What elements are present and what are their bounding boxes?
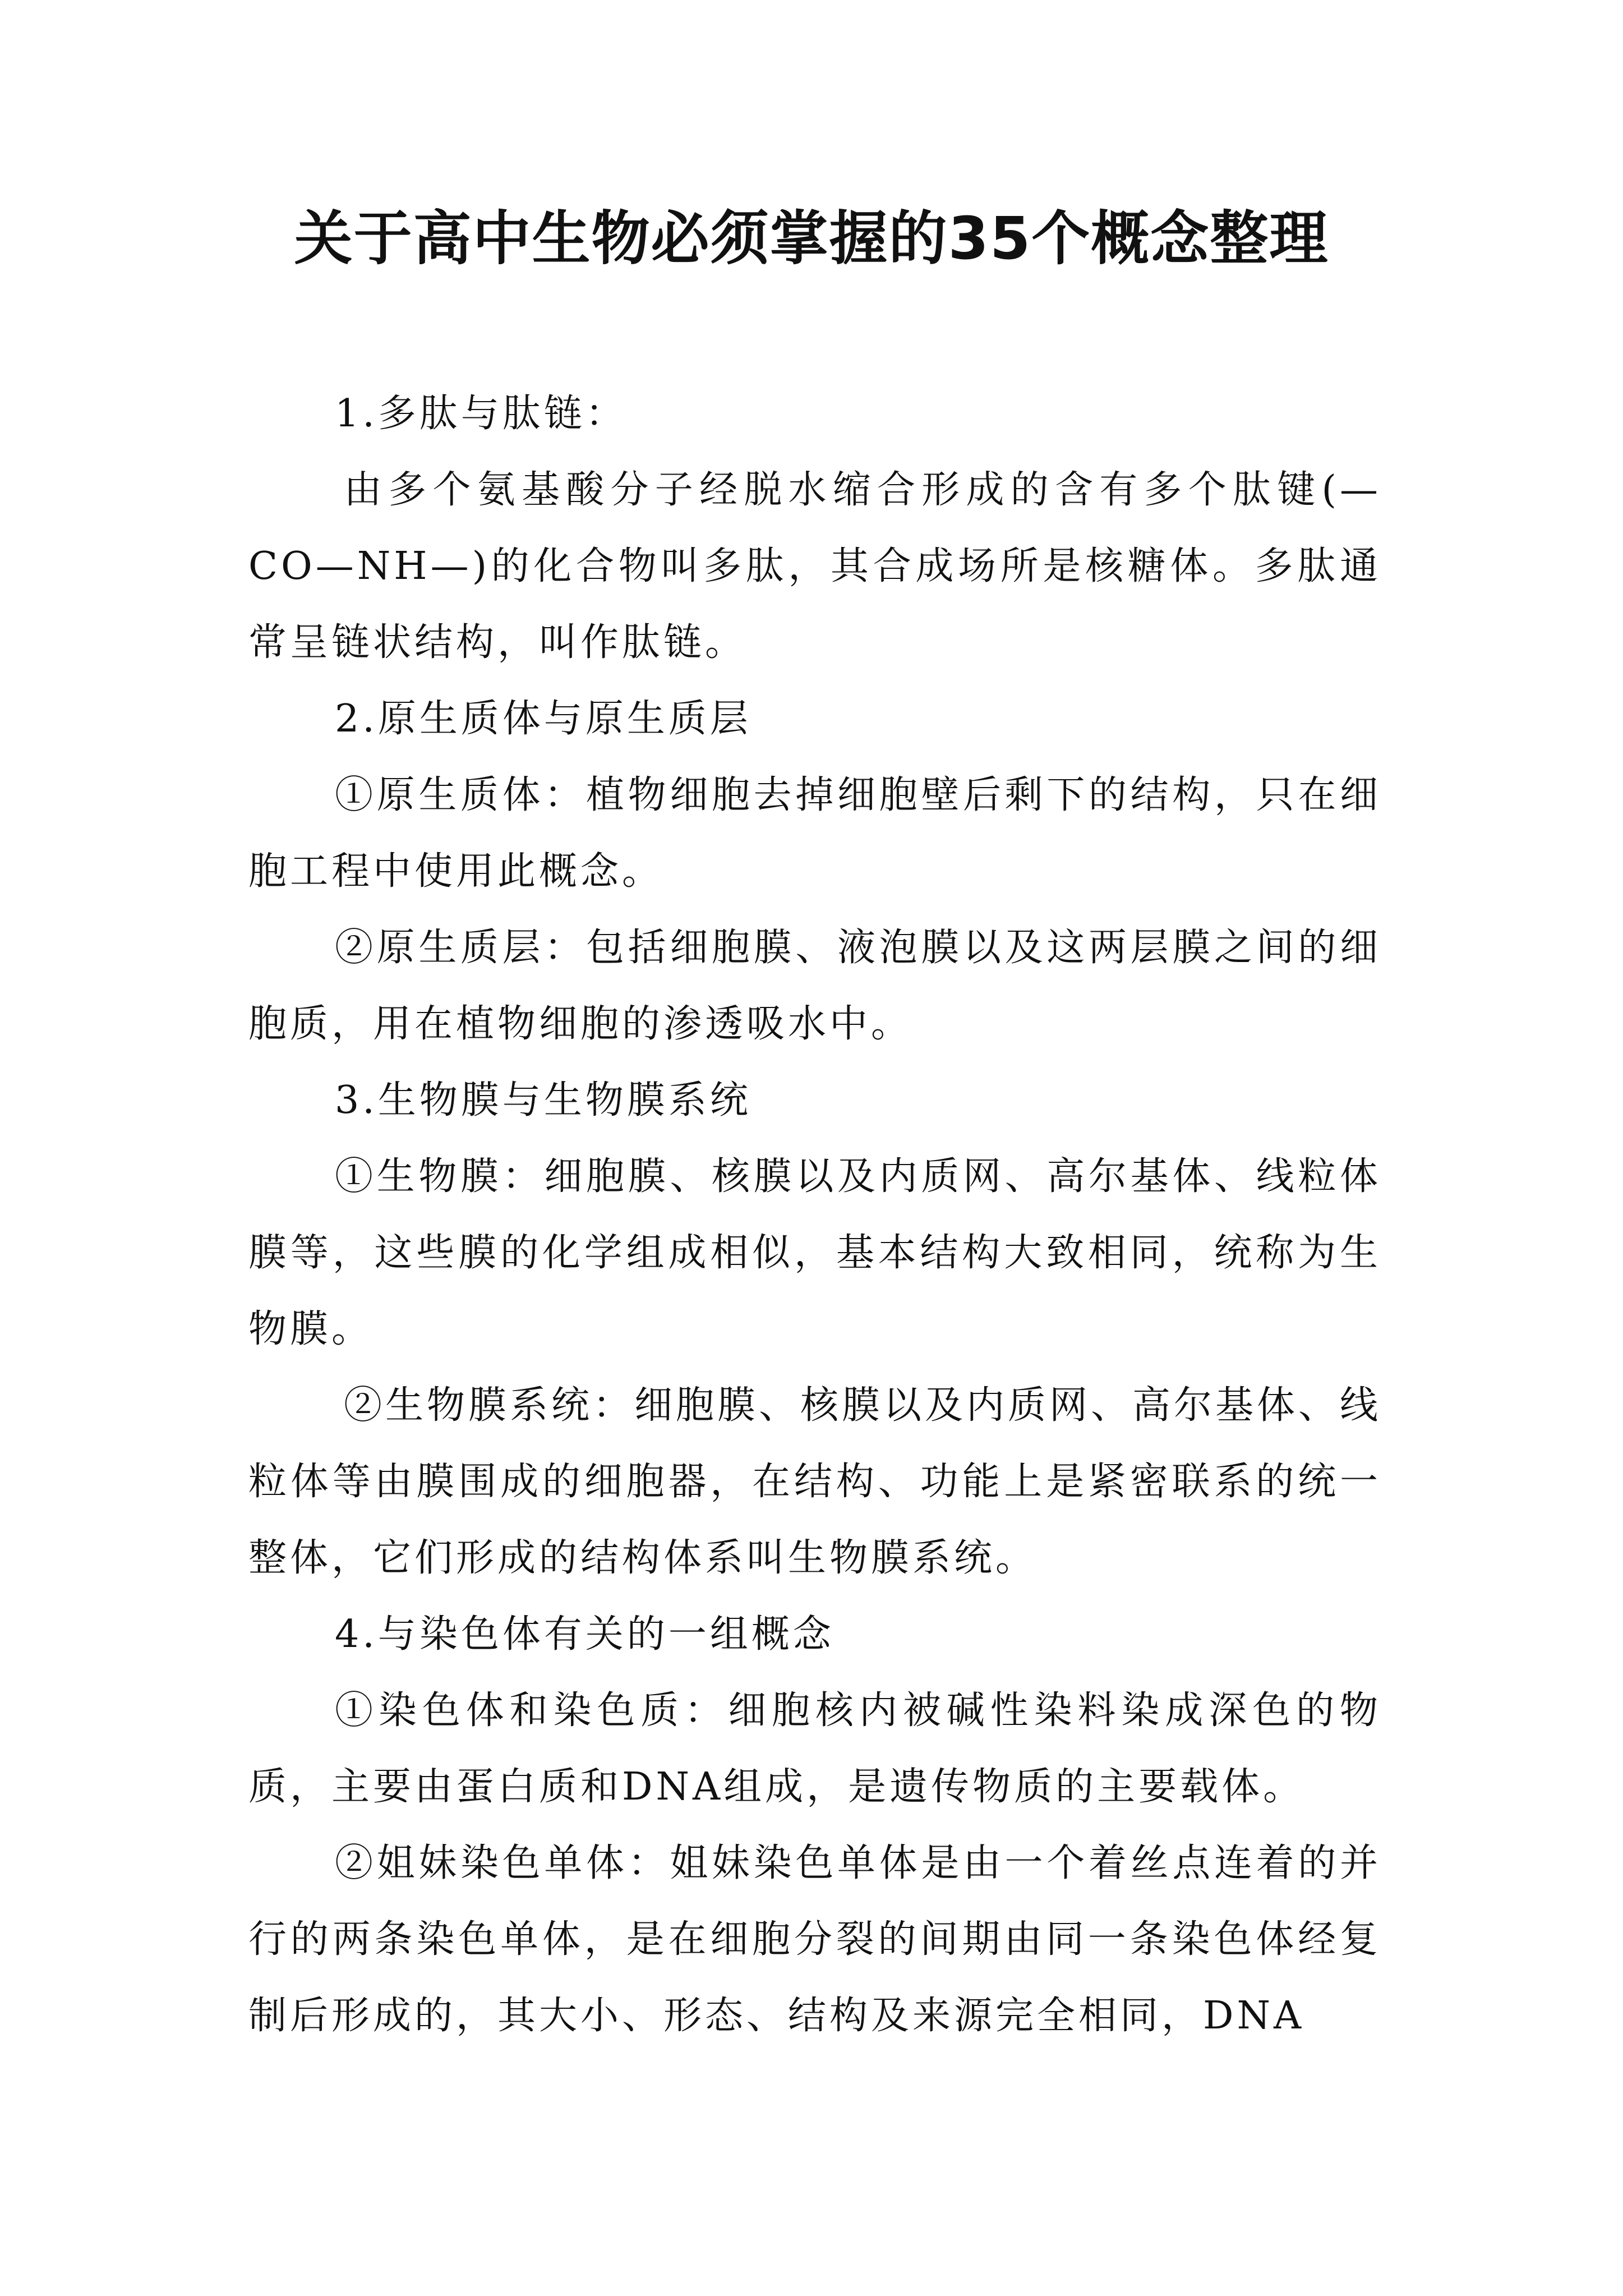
document-title: 关于高中生物必须掌握的35个概念整理 <box>294 204 1329 273</box>
paragraph-2-heading: 2.原生质体与原生质层 <box>335 697 751 741</box>
paragraph-3-item-1: ①生物膜：细胞膜、核膜以及内质网、高尔基体、线粒体膜等，这些膜的化学组成相似，基本结构大致相同，统称为生物膜。 <box>248 1154 1381 1351</box>
paragraph-4-item-2: ②姐妹染色单体：姐妹染色单体是由一个着丝点连着的并行的两条染色单体，是在细胞分裂的间期由同一条染色体经复制后形成的，其大小、形态、结构及来源完全相同，DNA <box>248 1841 1381 2038</box>
paragraph-2-item-1: ①原生质体：植物细胞去掉细胞壁后剩下的结构，只在细胞工程中使用此概念。 <box>248 773 1381 894</box>
paragraph-1-text: 由多个氨基酸分子经脱水缩合形成的含有多个肽键(—CO—NH—)的化合物叫多肽，其合成场所是核糖体。多肽通常呈链状结构，叫作肽链。 <box>248 468 1381 665</box>
paragraph-1-heading: 1.多肽与肽链： <box>335 392 627 436</box>
paragraph-4-item-1: ①染色体和染色质：细胞核内被碱性染料染成深色的物质，主要由蛋白质和DNA组成，是遗传物质的主要载体。 <box>248 1688 1381 1809</box>
document-body <box>248 376 1381 2054</box>
paragraph-2-item-2: ②原生质层：包括细胞膜、液泡膜以及这两层膜之间的细胞质，用在植物细胞的渗透吸水中。 <box>248 926 1381 1046</box>
paragraph-3-heading: 3.生物膜与生物膜系统 <box>335 1078 751 1122</box>
paragraph-4-heading: 4.与染色体有关的一组概念 <box>335 1612 834 1657</box>
paragraph-3-item-2: ②生物膜系统：细胞膜、核膜以及内质网、高尔基体、线粒体等由膜围成的细胞器，在结构、功能上是紧密联系的统一整体，它们形成的结构体系叫生物膜系统。 <box>248 1383 1382 1580</box>
